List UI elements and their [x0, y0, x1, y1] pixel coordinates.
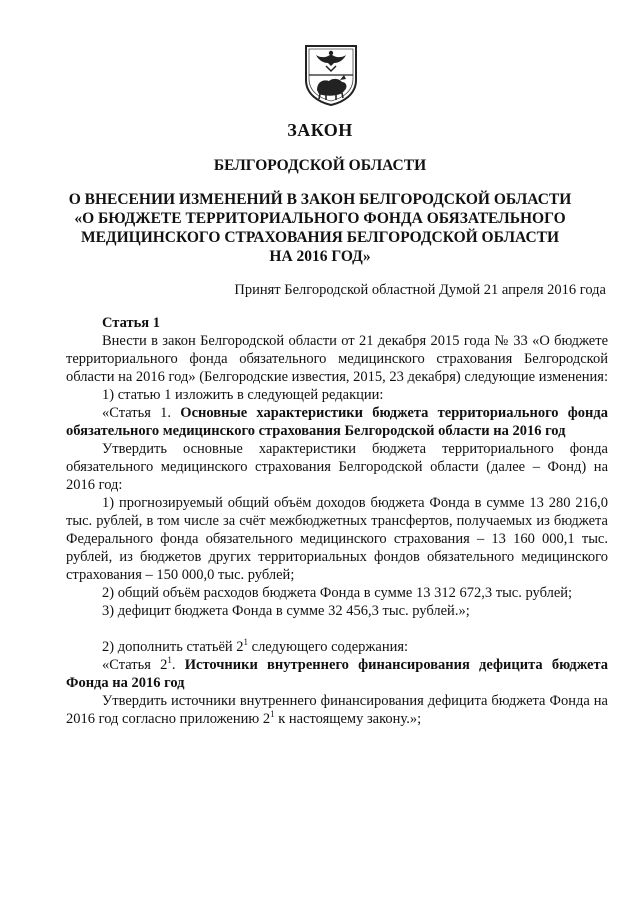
law-title-line: МЕДИЦИНСКОГО СТРАХОВАНИЯ БЕЛГОРОДСКОЙ ОБЛАСТИ [80, 229, 560, 246]
item-2: 2) дополнить статьёй $2^1$ следующего содержания: [102, 637, 409, 655]
quoted-article-2-1-title: «Статья $2^1$. Источники внутреннего финансирования дефицита бюджета Фонда на 2016 год [66, 655, 608, 691]
subitem-3: 3) дефицит бюджета Фонда в сумме 32 456,3 тыс. рублей.»; [102, 603, 470, 619]
quote2-title: Источники внутреннего финансирования дефицита бюджета Фонда на 2016 год [66, 657, 608, 691]
last-paragraph: Утвердить источники внутреннего финансирования дефицита бюджета Фонда на 2016 год согласно приложению $2^1$ к настоящему закону.»; [66, 693, 608, 727]
subitem-1: 1) прогнозируемый общий объём доходов бюджета Фонда в сумме 13 280 216,0 тыс. рублей, в том числе за счёт межбюджетных трансфертов, получаемых из бюджета Федерального фонда обязательного медицинского страхования – 13 160 000,1 тыс. рублей, из бюджетов других территориальных фондов обязательного медицинского страхования – 150 000,0 тыс. рублей; [66, 495, 608, 583]
article-intro: Внести в закон Белгородской области от 21 декабря 2015 года № 33 «О бюджете территориального фонда обязательного медицинского страхования Белгородской области на 2016 год» (Белгородские известия, 2015, 23 декабря) следующие изменения: [66, 333, 609, 385]
item-1: 1) статью 1 изложить в следующей редакции: [102, 387, 384, 403]
doc-title: ЗАКОН [287, 120, 353, 140]
law-title-line: «О БЮДЖЕТЕ ТЕРРИТОРИАЛЬНОГО ФОНДА ОБЯЗАТЕЛЬНОГО [74, 210, 566, 227]
approve-paragraph: Утвердить основные характеристики бюджета территориального фонда обязательного медицинского страхования Белгородской области (далее – Фонд) на 2016 год: [66, 441, 608, 493]
doc-region: БЕЛГОРОДСКОЙ ОБЛАСТИ [213, 157, 427, 174]
law-title [0, 190, 640, 266]
quote-title: Основные характеристики бюджета территориального фонда обязательного медицинского страхования Белгородской области на 2016 год [66, 405, 608, 439]
quoted-article-1-title [66, 404, 608, 440]
accepted-date: Принят Белгородской областной Думой 21 апреля 2016 года [234, 282, 606, 298]
quote-prefix: «Статья 1. [102, 405, 172, 421]
law-title-line: НА 2016 ГОД» [269, 248, 371, 265]
coat-of-arms-icon [302, 44, 360, 106]
subitem-2: 2) общий объём расходов бюджета Фонда в сумме 13 312 672,3 тыс. рублей; [102, 585, 573, 601]
law-title-line: О ВНЕСЕНИИ ИЗМЕНЕНИЙ В ЗАКОН БЕЛГОРОДСКОЙ ОБЛАСТИ [68, 191, 572, 208]
article-1 [66, 314, 608, 728]
article-heading: Статья 1 [102, 315, 160, 331]
